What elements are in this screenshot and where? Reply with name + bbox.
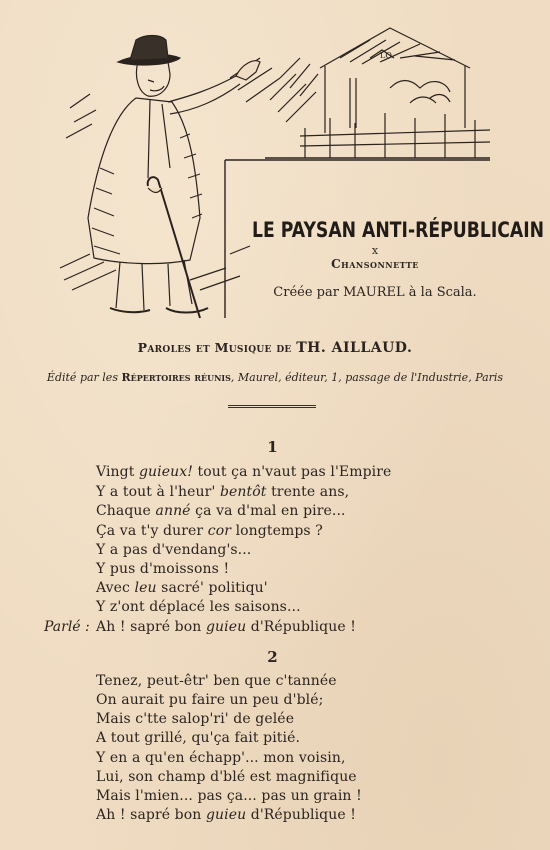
verse-line: Y a tout à l'heur' bentôt trente ans, [96,484,350,500]
credits-prefix: Paroles et Musique de [137,340,297,355]
title-block [225,218,545,300]
verse-line: Y a pas d'vendang's... [96,542,252,558]
publisher-part3: , Maurel, éditeur, 1, passage de l'Industrie, Paris [230,371,504,384]
spoken-label: Parlé : [44,619,90,635]
verse-line: Y en a qu'en échapp'... mon voisin, [96,750,346,766]
verse-line: Y z'ont déplacé les saisons... [96,599,301,615]
publisher-line [0,371,550,384]
verse-line: Ah ! sapré bon guieu d'République ! [96,807,357,823]
verse-line: Tenez, peut-êtr' ben que c'tannée [96,673,337,689]
title-mark: x [371,244,379,257]
publisher-part2: Répertoires réunis [121,371,231,384]
publisher-part1: Édité par les [46,371,122,384]
stanza-number: 1 [267,438,278,456]
illustration-sign: LO [380,51,392,60]
verse-line: On aurait pu faire un peu d'blé; [96,692,324,708]
credits-line [0,340,550,356]
verse-line: Ça va t'y durer cor longtemps ? [96,523,323,539]
verse-line: Mais c'tte salop'ri' de gelée [96,711,295,727]
divider-rule [228,405,316,408]
created-prefix: Créée par [273,285,344,300]
verse-line: Lui, son champ d'blé est magnifique [96,769,357,785]
verse-line: Vingt guieux! tout ça n'vaut pas l'Empire [96,464,392,480]
author-name: TH. AILLAUD. [296,340,413,356]
stanza-number: 2 [267,648,278,666]
spoken-line: Ah ! sapré bon guieu d'République ! [96,619,357,635]
song-genre: Chansonnette [331,257,419,271]
verse-line: Y pus d'moissons ! [96,561,230,577]
verse-line: Avec leu sacré' politiqu' [96,580,268,596]
verse-line: A tout grillé, qu'ça fait pitié. [96,730,301,746]
created-line [225,285,525,300]
performer-name: MAUREL [343,285,405,300]
verse-line: Mais l'mien... pas ça... pas un grain ! [96,788,362,804]
song-title: LE PAYSAN ANTI-RÉPUBLICAIN [252,218,545,242]
verse-line: Chaque anné ça va d'mal en pire... [96,503,346,519]
created-suffix: à la Scala. [404,285,477,300]
